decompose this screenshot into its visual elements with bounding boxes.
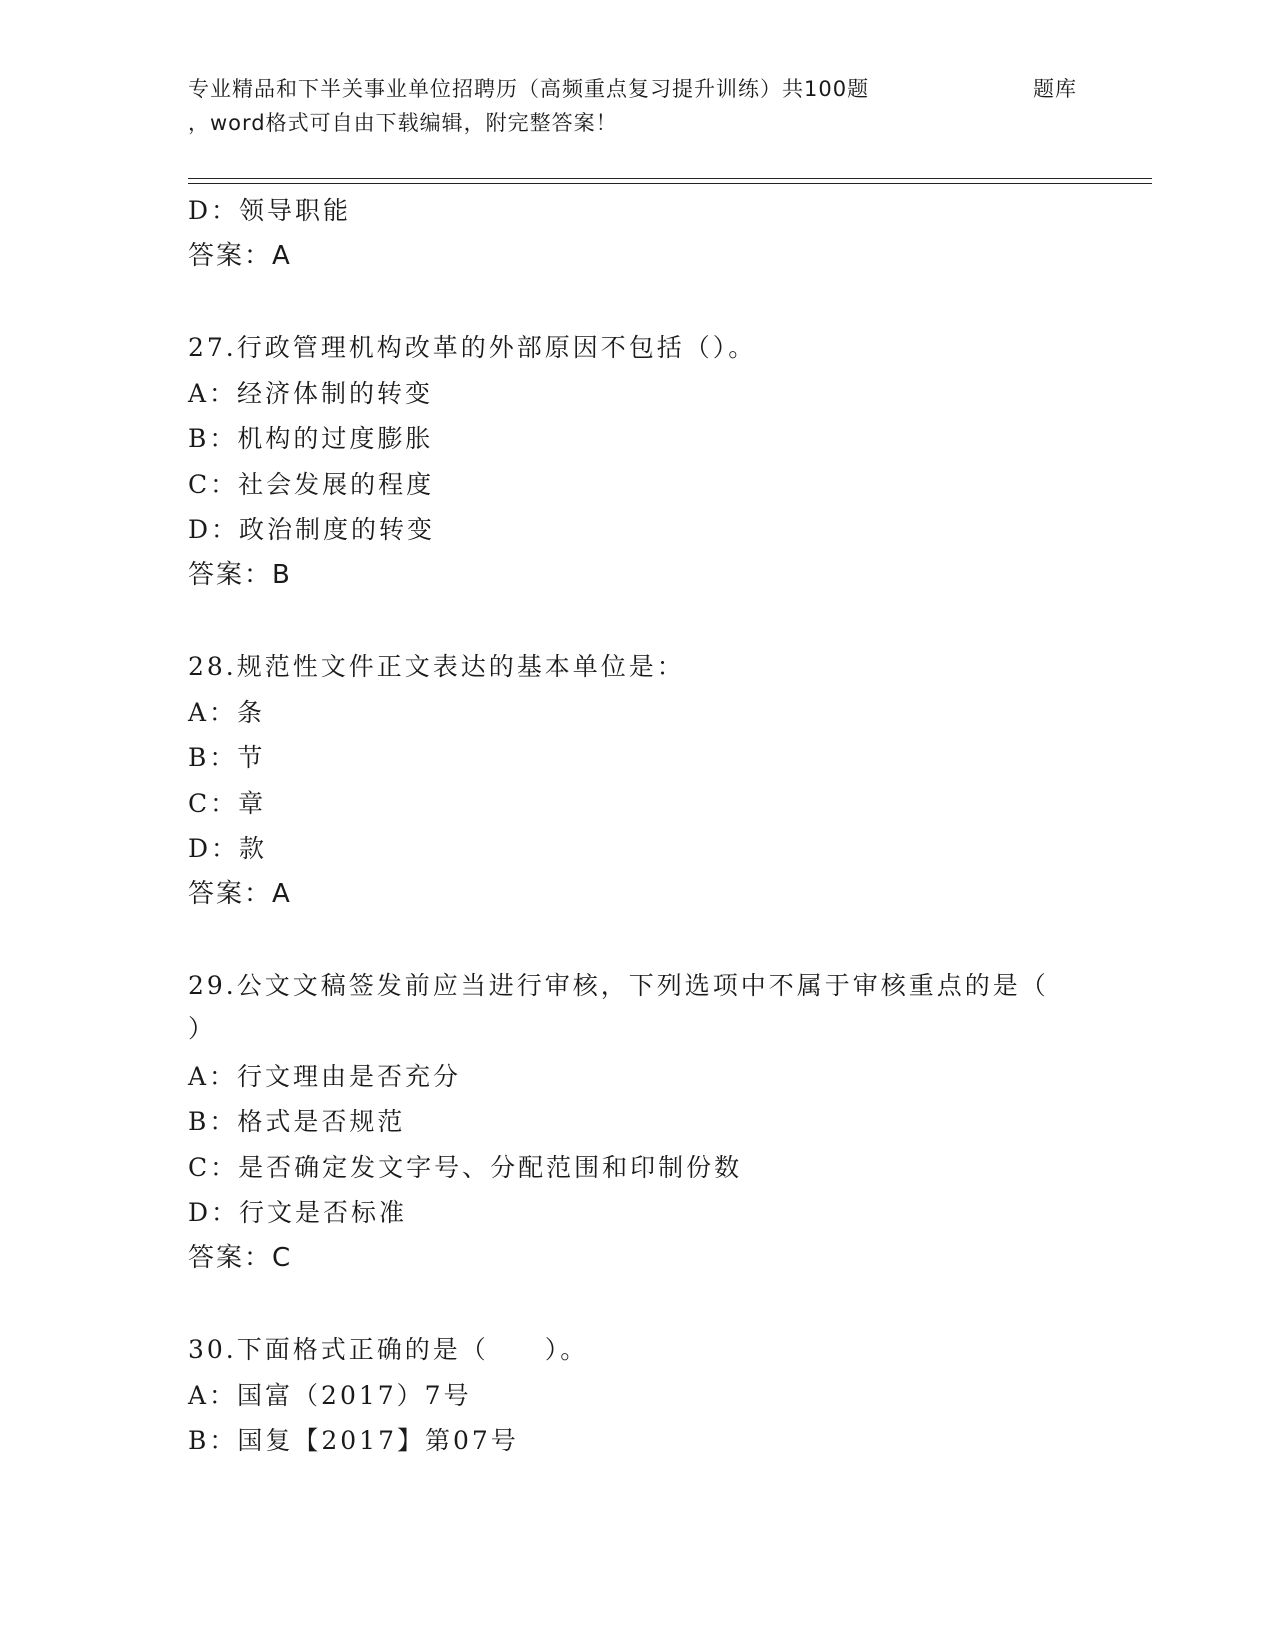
header-label: 题库 — [1033, 77, 1077, 101]
option-c: C：章 — [188, 788, 267, 818]
header-divider-bottom — [188, 183, 1152, 184]
option-a: A：经济体制的转变 — [188, 378, 434, 408]
option-b: B：节 — [188, 743, 266, 772]
option-a: A：行文理由是否充分 — [188, 1061, 462, 1091]
option-d: D：政治制度的转变 — [188, 515, 436, 544]
option-a: A：国富（2017）7号 — [188, 1380, 472, 1410]
answer: 答案：B — [188, 559, 292, 590]
question-block-26 — [188, 188, 1088, 279]
spacer — [188, 598, 1088, 644]
option-d: D：领导职能 — [188, 196, 352, 225]
question-block-27 — [188, 325, 1088, 598]
answer: 答案：A — [188, 240, 292, 271]
document-body — [188, 188, 1088, 1464]
spacer — [188, 917, 1088, 963]
spacer — [188, 1281, 1088, 1327]
header-divider-top — [188, 178, 1152, 179]
question-text-continued: ） — [188, 1013, 217, 1043]
option-b: B：机构的过度膨胀 — [188, 424, 434, 453]
option-d: D：款 — [188, 834, 268, 863]
option-d: D：行文是否标准 — [188, 1198, 408, 1227]
question-block-30 — [188, 1327, 1088, 1464]
question-block-29 — [188, 963, 1088, 1281]
option-b: B：格式是否规范 — [188, 1107, 406, 1136]
option-c: C：社会发展的程度 — [188, 469, 435, 499]
question-text: 27.行政管理机构改革的外部原因不包括（）。 — [188, 333, 757, 362]
question-block-28 — [188, 644, 1088, 917]
answer: 答案：C — [188, 1242, 293, 1273]
document-subtitle: ，word格式可自由下载编辑，附完整答案！ — [188, 111, 618, 135]
option-b: B：国复【2017】第07号 — [188, 1426, 519, 1455]
header-line — [188, 72, 1148, 106]
option-a: A：条 — [188, 697, 266, 727]
document-title: 专业精品和下半关事业单位招聘历（高频重点复习提升训练）共100题 — [188, 77, 870, 101]
answer: 答案：A — [188, 878, 292, 909]
question-text: 28.规范性文件正文表达的基本单位是： — [188, 652, 685, 681]
spacer — [188, 279, 1088, 325]
question-text: 30.下面格式正确的是（ ）。 — [188, 1335, 589, 1364]
question-text: 29.公文文稿签发前应当进行审核，下列选项中不属于审核重点的是（ — [188, 971, 1049, 1000]
option-c: C：是否确定发文字号、分配范围和印制份数 — [188, 1152, 743, 1182]
page-header — [188, 72, 1148, 140]
